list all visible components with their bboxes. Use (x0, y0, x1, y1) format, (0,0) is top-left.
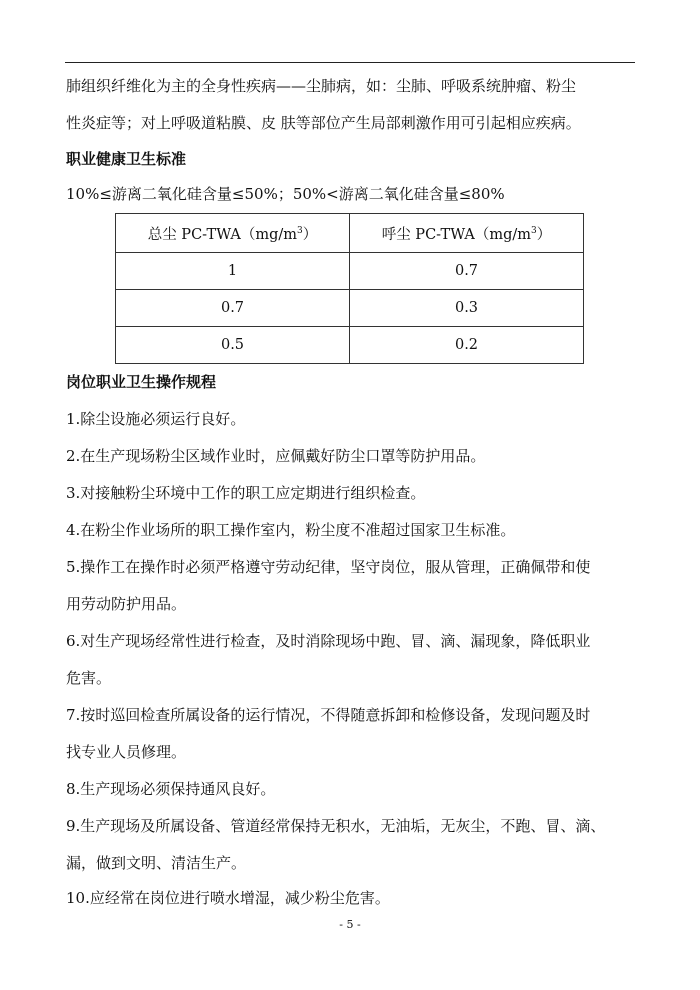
procedure-item-2: 2.在生产现场粉尘区域作业时，应佩戴好防尘口罩等防护用品。 (66, 447, 486, 465)
total-dust-header: 总尘 $PC-TWA(mg/m^3)$ (116, 214, 350, 253)
standard-condition: 10%≤游离二氧化硅含量≤50%；50%<游离二氧化硅含量≤80% (66, 185, 505, 203)
intro-line-2: 性炎症等；对上呼吸道粘膜、皮 肤等部位产生局部刺激作用可引起相应疾病。 (66, 114, 581, 132)
procedure-item-7-line-2: 找专业人员修理。 (66, 743, 187, 761)
procedures-heading: 岗位职业卫生操作规程 (66, 373, 217, 391)
table-row (116, 327, 584, 364)
procedure-item-8: 8.生产现场必须保持通风良好。 (66, 780, 276, 798)
procedure-item-9-line-1: 9.生产现场及所属设备、管道经常保持无积水，无油垢，无灰尘，不跑、冒、滴、 (66, 817, 606, 835)
dust-limit-table (115, 213, 584, 364)
procedure-item-10: 10.应经常在岗位进行喷水增湿，减少粉尘危害。 (66, 889, 390, 907)
intro-line-1: 肺组织纤维化为主的全身性疾病——尘肺病，如：尘肺、呼吸系统肿瘤、粉尘 (66, 77, 577, 95)
total-dust-cell: 0.5 (116, 327, 350, 364)
respirable-dust-cell: 0.7 (350, 253, 584, 290)
standard-heading: 职业健康卫生标准 (66, 150, 187, 168)
procedure-item-1: 1.除尘设施必须运行良好。 (66, 410, 246, 428)
respirable-dust-header: 呼尘 $PC-TWA(mg/m^3)$ (350, 214, 584, 253)
procedure-item-9-line-2: 漏，做到文明、清洁生产。 (66, 854, 247, 872)
total-dust-cell: 0.7 (116, 290, 350, 327)
procedure-item-3: 3.对接触粉尘环境中工作的职工应定期进行组织检查。 (66, 484, 426, 502)
procedure-item-4: 4.在粉尘作业场所的职工操作室内，粉尘度不准超过国家卫生标准。 (66, 521, 516, 539)
respirable-dust-cell: 0.2 (350, 327, 584, 364)
procedure-item-6-line-1: 6.对生产现场经常性进行检查，及时消除现场中跑、冒、滴、漏现象，降低职业 (66, 632, 591, 650)
table-row (116, 290, 584, 327)
procedure-item-5-line-1: 5.操作工在操作时必须严格遵守劳动纪律，坚守岗位，服从管理，正确佩带和使 (66, 558, 591, 576)
table-header-row (116, 214, 584, 253)
respirable-dust-cell: 0.3 (350, 290, 584, 327)
procedure-item-6-line-2: 危害。 (66, 669, 112, 687)
table-row (116, 253, 584, 290)
total-dust-cell: 1 (116, 253, 350, 290)
procedure-item-5-line-2: 用劳动防护用品。 (66, 595, 187, 613)
page-number: - 5 - (339, 918, 361, 931)
header-rule (65, 62, 635, 63)
procedure-item-7-line-1: 7.按时巡回检查所属设备的运行情况，不得随意拆卸和检修设备，发现问题及时 (66, 706, 591, 724)
